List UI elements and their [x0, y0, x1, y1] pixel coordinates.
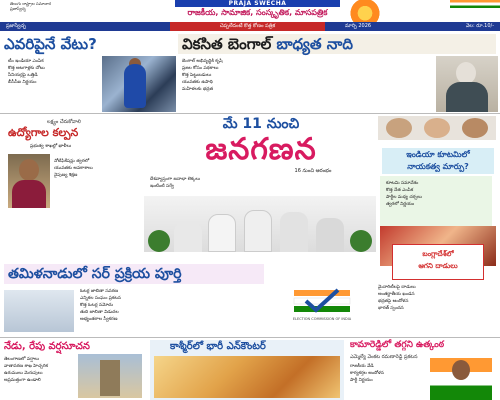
leaders-strip: [378, 116, 496, 140]
list-item: కొత్త ఓటర్ల నమోదు: [80, 303, 114, 308]
date-bar-center: చెప్పలేదంటే కొత్త కోణం పత్రిక: [170, 22, 325, 31]
person-figure: [208, 214, 236, 252]
list-item: ఎన్నికల సంఘం ప్రకటన: [80, 296, 121, 301]
bangladesh-bullets: [378, 284, 496, 332]
cricket-photo: [102, 56, 176, 112]
lead-subheadline: మే 11 నుంచి: [222, 116, 300, 132]
list-item: పార్టీల మధ్య చర్చలు: [386, 195, 422, 200]
india-bloc-bullets: [380, 176, 492, 226]
list-item: యువతకు అవకాశాలు: [54, 166, 93, 171]
election-commission-caption: ELECTION COMMISSION OF INDIA: [292, 317, 352, 321]
lead-bullets: [150, 176, 370, 196]
list-item: నైపుణ్య శిక్షణ: [54, 173, 78, 178]
cricket-headline[interactable]: ఎవరిపైనే వేటు?: [4, 35, 97, 53]
encounter-photo: [154, 356, 340, 398]
kamareddy-headline[interactable]: కామారెడ్డిలో తగ్గని ఉత్కంఠ: [350, 340, 445, 350]
leader-photo: [436, 56, 498, 112]
weather-headline[interactable]: నేడు, రేపు వర్షసూచన: [4, 341, 90, 352]
list-item: వాతావరణ శాఖ హెచ్చరిక: [4, 364, 49, 369]
kashmir-headline[interactable]: కాశ్మీర్‌లో భారీ ఎన్‌కౌంటర్: [170, 341, 266, 352]
lead-headline[interactable]: జనగణన: [205, 132, 317, 167]
plant-graphic: [148, 230, 170, 252]
tamil-nadu-photo: [4, 290, 74, 332]
list-item: బీసీసీఐ నిర్ణయం: [8, 80, 37, 85]
bengal-bullets: [182, 58, 432, 110]
divider: [0, 337, 500, 338]
list-item: కూటమి సమావేశం: [386, 181, 419, 186]
masthead-small-line-1: తెలుగు రాష్ట్రాల సమాచార: [10, 1, 52, 6]
flag-graphic: [450, 0, 500, 8]
minister-head: [19, 159, 39, 181]
charminar-tower: [100, 360, 120, 396]
list-item: పార్టీ నిర్ణయం: [350, 378, 373, 383]
person-figure: [280, 212, 308, 252]
list-item: దేశవ్యాప్తంగా జనాభా లెక్కలు: [150, 177, 201, 182]
player-figure: [124, 64, 146, 108]
bengal-headline-a: వికసిత బెంగాల్: [182, 35, 272, 53]
kamareddy-subhead: ఎమ్మెల్యే వెంకట రమణారెడ్డి ప్రకటన: [350, 354, 418, 360]
list-item: త్వరలో నిర్ణయం: [386, 202, 415, 207]
leader-head: [456, 62, 476, 84]
mla-photo: [430, 358, 492, 400]
india-bloc-headline-1: ఇండియా కూటమిలో: [406, 150, 470, 159]
masthead-tagline: రాజకీయ, సామాజిక, సంస్కృతిక, మాసపత్రిక: [187, 8, 328, 17]
tamil-nadu-bullets: [80, 288, 280, 336]
bengal-headline[interactable]: [178, 34, 496, 54]
election-commission-logo: [282, 282, 362, 326]
list-item: సీనియర్లపై ఒత్తిడి: [8, 73, 38, 78]
list-item: తెలంగాణలో వర్షాలు: [4, 357, 40, 362]
masthead-small-line-2: ప్రజాస్వేచ్ఛ: [10, 6, 27, 11]
date-bar-price: వెల: రూ.10/-: [465, 23, 494, 29]
cricket-bullets: [8, 58, 100, 110]
list-item: తుది జాబితా విడుదల: [80, 310, 119, 315]
divider: [0, 113, 500, 114]
minister-saree: [12, 180, 46, 208]
charminar-photo: [78, 354, 142, 398]
list-item: ప్రజల కోసం పథకాలు: [182, 66, 219, 71]
sunrise-graphic: [345, 0, 385, 22]
date-bar: [0, 22, 500, 31]
bangladesh-headline[interactable]: [392, 244, 484, 280]
person-figure: [316, 218, 344, 252]
list-item: కొత్త ఆటగాళ్లకు చోటు: [8, 66, 45, 71]
list-item: మహిళలకు భద్రత: [182, 87, 213, 92]
list-item: యువతకు ఉపాధి: [182, 80, 213, 85]
kamareddy-story: [350, 340, 498, 400]
mla-head: [452, 360, 470, 380]
list-item: ఇంటింటి సర్వే: [150, 184, 174, 189]
leader-face: [424, 118, 450, 138]
list-item: ప్రభుత్వ శాఖల్లో ఖాళీలు: [30, 144, 72, 149]
leader-face: [462, 118, 488, 138]
list-item: భారత్ స్పందన: [378, 306, 404, 311]
weather-story: [4, 340, 144, 400]
list-item: ఓటర్ల జాబితా సవరణ: [80, 289, 119, 294]
minister-photo: [8, 154, 50, 208]
list-item: ఉరుములు మెరుపులు: [4, 371, 43, 376]
bengal-headline-b: బాధ్యత నాది: [276, 35, 353, 53]
person-figure: [244, 210, 272, 252]
masthead: [0, 0, 500, 22]
jobs-bullets: [54, 158, 140, 208]
masthead-logo: PRAJA SWECHA: [175, 0, 340, 7]
leader-body: [446, 82, 488, 112]
lead-date: 16 నుంచి ఆరంభం: [294, 168, 332, 174]
list-item: అభ్యంతరాల స్వీకరణ: [80, 317, 118, 322]
list-item: కొత్త పెట్టుబడులు: [182, 73, 212, 78]
leader-face: [386, 118, 412, 138]
bangladesh-headline-2: ఆగని దాడులు: [418, 262, 458, 270]
plant-graphic: [350, 230, 372, 252]
list-item: భద్రతపై ఆందోళన: [378, 299, 409, 304]
list-item: కార్యకర్తల ఆందోళన: [350, 371, 384, 376]
list-item: అప్రమత్తంగా ఉండాలి: [4, 378, 41, 383]
press-meet-photo: [144, 196, 376, 252]
list-item: బెంగాల్ అభివృద్ధికి కృషి: [182, 59, 223, 64]
person-figure: [174, 222, 202, 252]
india-bloc-headline[interactable]: [382, 148, 494, 174]
india-bloc-headline-2: నాయకత్వ మార్పు?: [407, 162, 469, 171]
list-item: రాజకీయ వేడి: [350, 364, 374, 369]
masthead-small-text: [10, 1, 150, 17]
kamareddy-bullets: [350, 363, 426, 384]
weather-bullets: [4, 356, 74, 384]
tamil-nadu-headline[interactable]: తమిళనాడులో సర్ ప్రక్రియ పూర్తి: [4, 264, 264, 284]
jobs-headline[interactable]: ఉద్యోగాల కల్పన: [8, 126, 79, 139]
date-bar-date: మార్చి 2026: [345, 23, 372, 29]
kashmir-story: [150, 340, 344, 400]
list-item: నోటిఫికేషన్లు త్వరలో: [54, 159, 90, 164]
jobs-kicker: లక్ష్యం చేరుకోవాలి: [47, 119, 81, 125]
list-item: అంతర్జాతీయ ఖండన: [378, 292, 415, 297]
list-item: మైనారిటీలపై దాడులు: [378, 285, 416, 290]
list-item: కొత్త నేత ఎంపిక: [386, 188, 414, 193]
ballot-tick-icon: [292, 286, 352, 316]
list-item: టీం ఇండియా ఎంపిక: [8, 59, 44, 64]
bangladesh-headline-1: బంగ్లాదేశ్‌లో: [422, 250, 454, 258]
date-bar-left: ప్రజాస్వేచ్ఛ: [6, 23, 27, 29]
